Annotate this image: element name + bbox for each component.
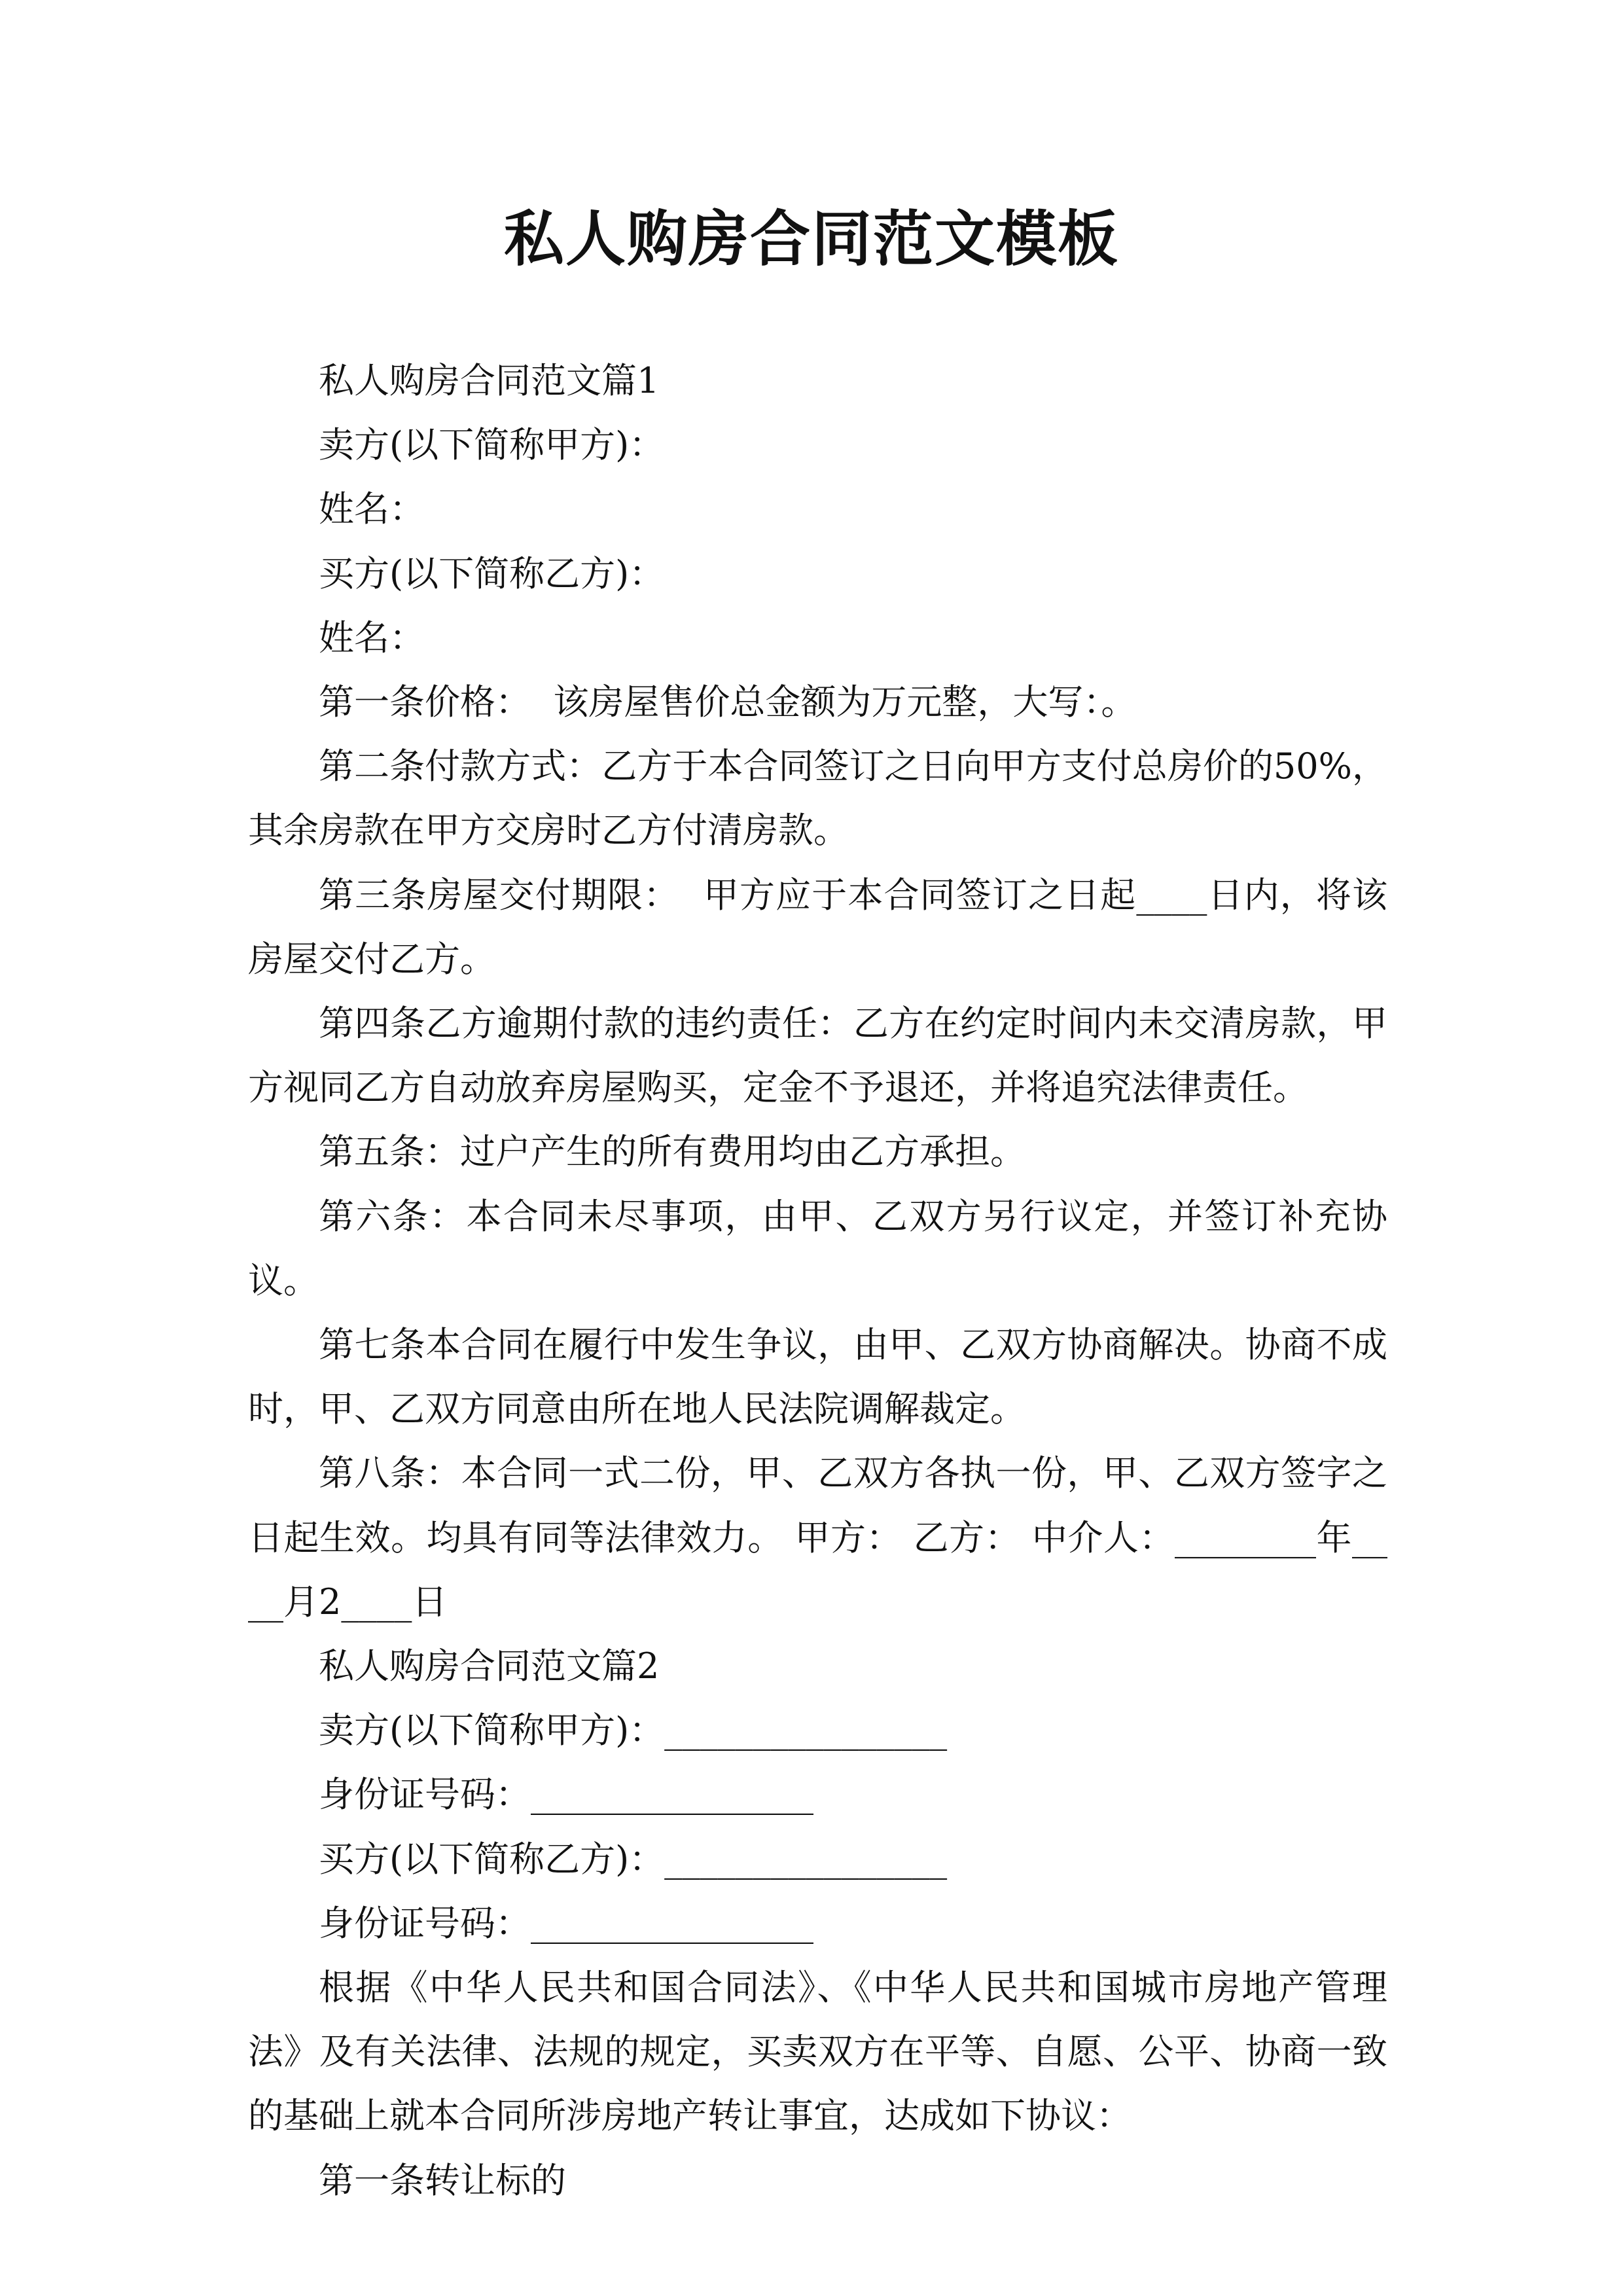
preamble: 根据《中华人民共和国合同法》、《中华人民共和国城市房地产管理法》及有关法律、法规的规定，买卖双方在平等、自愿、公平、协商一致的基础上就本合同所涉房地产转让事宜，达成如下协议： (248, 1967, 1387, 2137)
clause-1-subject: 第一条转让标的 (319, 2159, 566, 2201)
seller-field-2: 卖方(以下简称甲方)：________________ (319, 1710, 948, 1751)
clause-6-supplement: 第六条：本合同未尽事项，由甲、乙双方另行议定，并签订补充协议。 (248, 1195, 1387, 1301)
clause-8-signature: 第八条：本合同一式二份，甲、乙双方各执一份，甲、乙双方签字之日起生效。均具有同等法律效力。 甲方： 乙方： 中介人：________年____月2____日 (248, 1452, 1387, 1623)
buyer-name-field: 姓名： (319, 617, 425, 658)
section-heading-1: 私人购房合同范文篇1 (319, 360, 660, 401)
document-title: 私人购房合同范文模板 (503, 204, 1119, 274)
buyer-field-2: 买方(以下简称乙方)：________________ (319, 1838, 948, 1880)
clause-2-payment: 第二条付款方式：乙方于本合同签订之日向甲方支付总房价的50%，其余房款在甲方交房时乙方付清房款。 (248, 745, 1387, 852)
buyer-label: 买方(以下简称乙方)： (319, 552, 665, 594)
buyer-id-field: 身份证号码：________________ (319, 1902, 813, 1944)
document-body (248, 349, 1387, 2213)
seller-label: 卖方(以下简称甲方)： (319, 424, 665, 466)
clause-4-default: 第四条乙方逾期付款的违约责任：乙方在约定时间内未交清房款，甲方视同乙方自动放弃房屋购买，定金不予退还，并将追究法律责任。 (248, 1003, 1387, 1109)
seller-id-field: 身份证号码：________________ (319, 1774, 813, 1816)
section-heading-2: 私人购房合同范文篇2 (319, 1645, 660, 1687)
clause-5-fees: 第五条：过户产生的所有费用均由乙方承担。 (319, 1131, 1026, 1173)
seller-name-field: 姓名： (319, 488, 425, 530)
clause-7-dispute: 第七条本合同在履行中发生争议，由甲、乙双方协商解决。协商不成时，甲、乙双方同意由所在地人民法院调解裁定。 (248, 1324, 1387, 1430)
clause-1-price: 第一条价格： 该房屋售价总金额为万元整，大写：。 (319, 681, 1137, 723)
clause-3-delivery: 第三条房屋交付期限： 甲方应于本合同签订之日起____日内，将该房屋交付乙方。 (248, 874, 1387, 980)
